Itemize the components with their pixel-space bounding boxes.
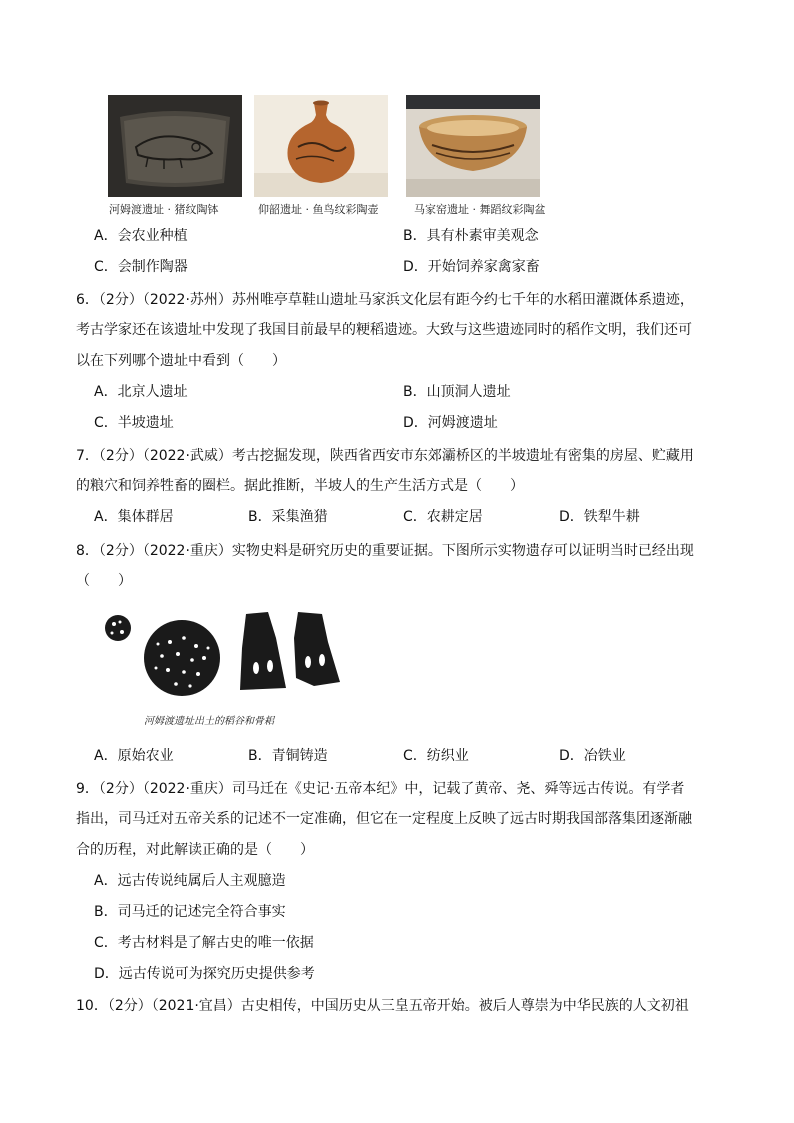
q9-option-a[interactable]: A．远古传说纯属后人主观臆造 [94, 873, 286, 889]
q6-stem-line-2: 考古学家还在该遗址中发现了我国目前最早的粳稻遗迹。大致与这些遗迹同时的稻作文明，我们还可 [76, 322, 692, 338]
q7-option-b[interactable]: B．采集渔猎 [248, 509, 328, 525]
q8-option-c[interactable]: C．纺织业 [403, 748, 469, 764]
q8-option-d[interactable]: D．冶铁业 [559, 748, 626, 764]
image-caption-1: 河姆渡遗址 · 猪纹陶钵 [109, 203, 219, 216]
fish-bird-painted-pottery-pot-photo [254, 95, 388, 197]
q5-option-d[interactable]: D．开始饲养家禽家畜 [403, 259, 540, 275]
q7-stem-line-2: 的粮穴和饲养牲畜的圈栏。据此推断，半坡人的生产生活方式是（ ） [76, 478, 524, 494]
q9-option-d[interactable]: D．远古传说可为探究历史提供参考 [94, 966, 315, 982]
pig-pattern-pottery-bowl-photo [108, 95, 242, 197]
q6-option-b[interactable]: B．山顶洞人遗址 [403, 384, 511, 400]
q7-option-c[interactable]: C．农耕定居 [403, 509, 483, 525]
image-caption-2: 仰韶遗址 · 鱼鸟纹彩陶壶 [258, 203, 379, 216]
q9-stem-line-3: 合的历程，对此解读正确的是（ ） [76, 842, 314, 858]
q7-option-a[interactable]: A．集体群居 [94, 509, 174, 525]
q8-stem-line-2: （ ） [76, 573, 132, 589]
q6-option-d[interactable]: D．河姆渡遗址 [403, 415, 498, 431]
rice-grains-and-bone-spade-figure [100, 608, 344, 698]
q5-option-c[interactable]: C．会制作陶器 [94, 259, 188, 275]
q8-figure-caption: 河姆渡遗址出土的稻谷和骨耜 [144, 716, 274, 727]
q7-stem-line-1: 7．（2分）（2022·武威）考古挖掘发现，陕西省西安市东郊灞桥区的半坡遗址有密集的房屋、贮藏用 [76, 448, 694, 464]
dance-pattern-painted-pottery-basin-photo [406, 95, 540, 197]
q9-option-c[interactable]: C．考古材料是了解古史的唯一依据 [94, 935, 314, 951]
q8-stem-line-1: 8．（2分）（2022·重庆）实物史料是研究历史的重要证据。下图所示实物遗存可以证明当时已经出现 [76, 543, 694, 559]
q5-option-a[interactable]: A．会农业种植 [94, 228, 188, 244]
q8-option-b[interactable]: B．青铜铸造 [248, 748, 328, 764]
q6-option-a[interactable]: A．北京人遗址 [94, 384, 188, 400]
image-caption-3: 马家窑遗址 · 舞蹈纹彩陶盆 [414, 203, 546, 216]
q5-option-b[interactable]: B．具有朴素审美观念 [403, 228, 539, 244]
q9-stem-line-2: 指出，司马迁对五帝关系的记述不一定准确，但它在一定程度上反映了远古时期我国部落集团逐渐融 [76, 811, 692, 827]
q10-stem-line-1: 10．（2分）（2021·宜昌）古史相传，中国历史从三皇五帝开始。被后人尊崇为中华民族的人文初祖 [76, 998, 689, 1014]
q6-stem-line-3: 以在下列哪个遗址中看到（ ） [76, 353, 286, 369]
q8-option-a[interactable]: A．原始农业 [94, 748, 174, 764]
q6-stem-line-1: 6．（2分）（2022·苏州）苏州唯亭草鞋山遗址马家浜文化层有距今约七千年的水稻田灌溉体系遗迹， [76, 292, 694, 308]
q9-stem-line-1: 9．（2分）（2022·重庆）司马迁在《史记·五帝本纪》中，记载了黄帝、尧、舜等远古传说。有学者 [76, 781, 685, 797]
q6-option-c[interactable]: C．半坡遗址 [94, 415, 174, 431]
q9-option-b[interactable]: B．司马迁的记述完全符合事实 [94, 904, 286, 920]
q7-option-d[interactable]: D．铁犁牛耕 [559, 509, 640, 525]
